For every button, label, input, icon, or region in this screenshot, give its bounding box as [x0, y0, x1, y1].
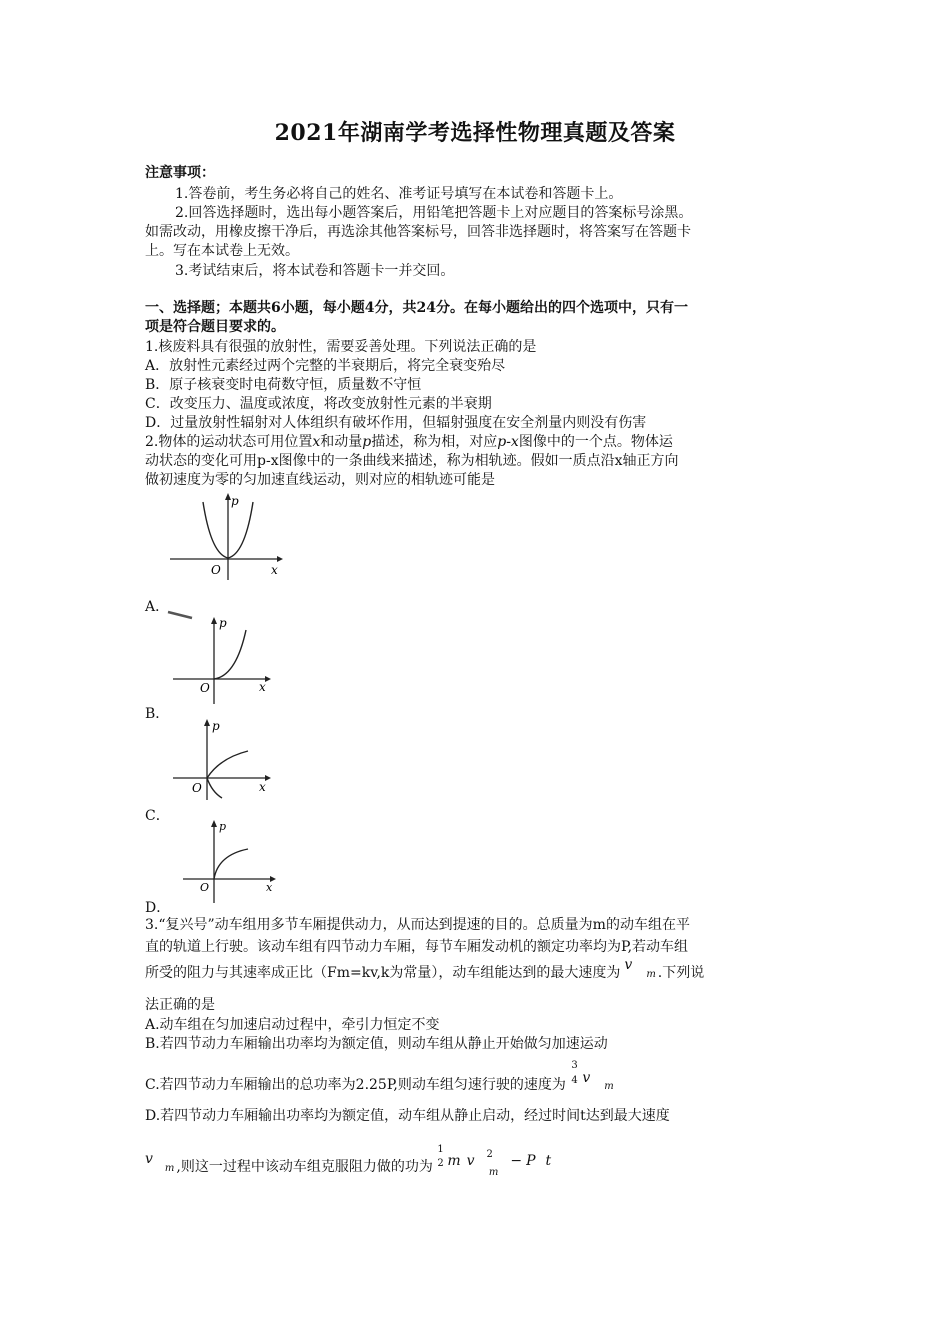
q3-option-d-v: v [145, 1151, 153, 1167]
q2-stem-line1 [145, 433, 815, 452]
q2-stem-line3: 做初速度为零的匀加速直线运动，则对应的相轨迹可能是 [145, 472, 495, 488]
x-axis-arrow [265, 775, 271, 781]
q2-stem-line2: 动状态的变化可用p-x图像中的一条曲线来描述，称为相轨迹。假如一质点沿x轴正方向 [145, 453, 679, 469]
origin-label: O [200, 681, 210, 695]
q2-option-a-label: A． [145, 599, 170, 615]
expr-superscript: 2 [486, 1149, 493, 1160]
p-axis-label: p [219, 616, 227, 630]
q3-var-v: v [624, 957, 633, 973]
q2-var-px: p-x [497, 434, 519, 450]
x-axis-label: x [266, 881, 273, 894]
q3-option-d-line1: D.若四节动力车厢输出功率均为额定值，动车组从静止启动，经过时间t达到最大速度 [145, 1108, 670, 1124]
q3-stem-line3 [145, 957, 815, 984]
q1-stem: 1.核废料具有很强的放射性，需要妥善处理。下列说法正确的是 [145, 339, 537, 355]
expr-P: P [526, 1153, 536, 1169]
fraction-denominator: 2 [437, 1158, 444, 1169]
expr-subscript: m [488, 1167, 499, 1178]
q2-option-c-label: C． [145, 808, 170, 824]
q2-graph-d [180, 815, 280, 905]
section-heading-line2: 项是符合题目要求的。 [145, 319, 285, 335]
q3-stem-text: 所受的阻力与其速率成正比（Fm=kv,k为常量），动车组能达到的最大速度为 [145, 965, 621, 981]
notice-item-2-end: 上。写在本试卷上无效。 [145, 243, 299, 259]
q1-option-b: B．原子核衰变时电荷数守恒，质量数不守恒 [145, 377, 422, 393]
q3-stem-line2: 直的轨道上行驶。该动车组有四节动力车厢，每节车厢发动机的额定功率均为P,若动车组 [145, 939, 689, 955]
fraction-numerator: 1 [437, 1144, 444, 1155]
q1-option-c: C．改变压力、温度或浓度，将改变放射性元素的半衰期 [145, 396, 492, 412]
q2-stem-text: 和动量 [320, 434, 363, 450]
p-axis-arrow [204, 719, 210, 726]
p-axis-label: p [219, 820, 227, 833]
q2-graph-c [170, 716, 275, 801]
q3-option-a: A.动车组在匀加速启动过程中，牵引力恒定不变 [145, 1017, 440, 1033]
expr-m: m [447, 1153, 461, 1169]
notice-item-2: 2.回答选择题时，选出每小题答案后，用铅笔把答题卡上对应题目的答案标号涂黑。 [175, 205, 693, 221]
q3-option-c [145, 1060, 815, 1096]
q3-stem-text: .下列说 [657, 965, 705, 981]
p-axis-label: p [231, 494, 239, 508]
phase-curve [214, 630, 246, 679]
q3-option-d-fraction [437, 1144, 447, 1171]
expr-v: v [466, 1153, 475, 1169]
q3-option-b: B.若四节动力车厢输出功率均为额定值，则动车组从静止开始做匀加速运动 [145, 1036, 608, 1052]
fraction-denominator: 4 [571, 1075, 578, 1086]
x-axis-label: x [259, 780, 266, 794]
x-axis-label: x [259, 680, 266, 694]
x-axis-arrow [265, 676, 271, 682]
q3-stem-line1: 3.“复兴号”动车组用多节车厢提供动力，从而达到提速的目的。总质量为m的动车组在平 [145, 917, 690, 933]
notice-heading: 注意事项： [145, 165, 215, 181]
fraction-numerator: 3 [571, 1060, 578, 1071]
phase-curve [214, 849, 248, 879]
q2-stem-text: 2.物体的运动状态可用位置 [145, 434, 313, 450]
notice-item-2-cont: 如需改动，用橡皮擦干净后，再选涂其他答案标号，回答非选择题时，将答案写在答题卡 [145, 224, 691, 240]
notice-item-1: 1.答卷前，考生务必将自己的姓名、准考证号填写在本试卷和答题卡上。 [175, 186, 623, 202]
x-axis-label: x [271, 563, 278, 577]
phase-curve [207, 751, 248, 798]
origin-label: O [211, 563, 221, 577]
page-title: 2021年湖南学考选择性物理真题及答案 [274, 120, 676, 146]
q2-option-d-label: D． [145, 900, 171, 916]
q3-option-d-text: ,则这一过程中该动车组克服阻力做的功为 [176, 1159, 433, 1175]
q2-option-b-label: B． [145, 706, 170, 722]
origin-label: O [200, 881, 210, 894]
x-axis-arrow [277, 556, 283, 562]
q2-var-x: x [312, 434, 321, 450]
q3-option-c-v: v [582, 1070, 591, 1086]
expr-t: t [545, 1153, 552, 1169]
q3-stem-line4: 法正确的是 [145, 997, 215, 1013]
p-axis-arrow [211, 617, 217, 624]
origin-label: O [192, 781, 202, 795]
q2-stem-text: 图像中的一个点。物体运 [518, 434, 673, 450]
q1-option-a: A．放射性元素经过两个完整的半衰期后，将完全衰变殆尽 [145, 358, 506, 374]
section-heading-line1: 一、选择题；本题共6小题，每小题4分，共24分。在每小题给出的四个选项中，只有一 [145, 300, 688, 316]
q3-option-c-text: C.若四节动力车厢输出的总功率为2.25P,则动车组匀速行驶的速度为 [145, 1077, 566, 1093]
q3-option-c-subscript: m [604, 1081, 614, 1092]
q1-option-d: D．过量放射性辐射对人体组织有破坏作用，但辐射强度在安全剂量内则没有伤害 [145, 415, 647, 431]
p-axis-arrow [211, 820, 217, 827]
q3-option-d-subscript: m [164, 1163, 175, 1174]
q2-graph-a [165, 492, 285, 582]
q2-var-p: p [362, 434, 372, 450]
q2-stem-text: 描述，称为相，对应 [371, 434, 498, 450]
q3-option-c-fraction [570, 1060, 582, 1089]
p-axis-label: p [212, 719, 220, 733]
q3-option-d-line2 [145, 1144, 815, 1178]
notice-item-3: 3.考试结束后，将本试卷和答题卡一并交回。 [175, 263, 455, 279]
q2-graph-b [170, 612, 275, 707]
expr-minus: − [510, 1153, 523, 1169]
q3-subscript-m: m [646, 969, 656, 980]
